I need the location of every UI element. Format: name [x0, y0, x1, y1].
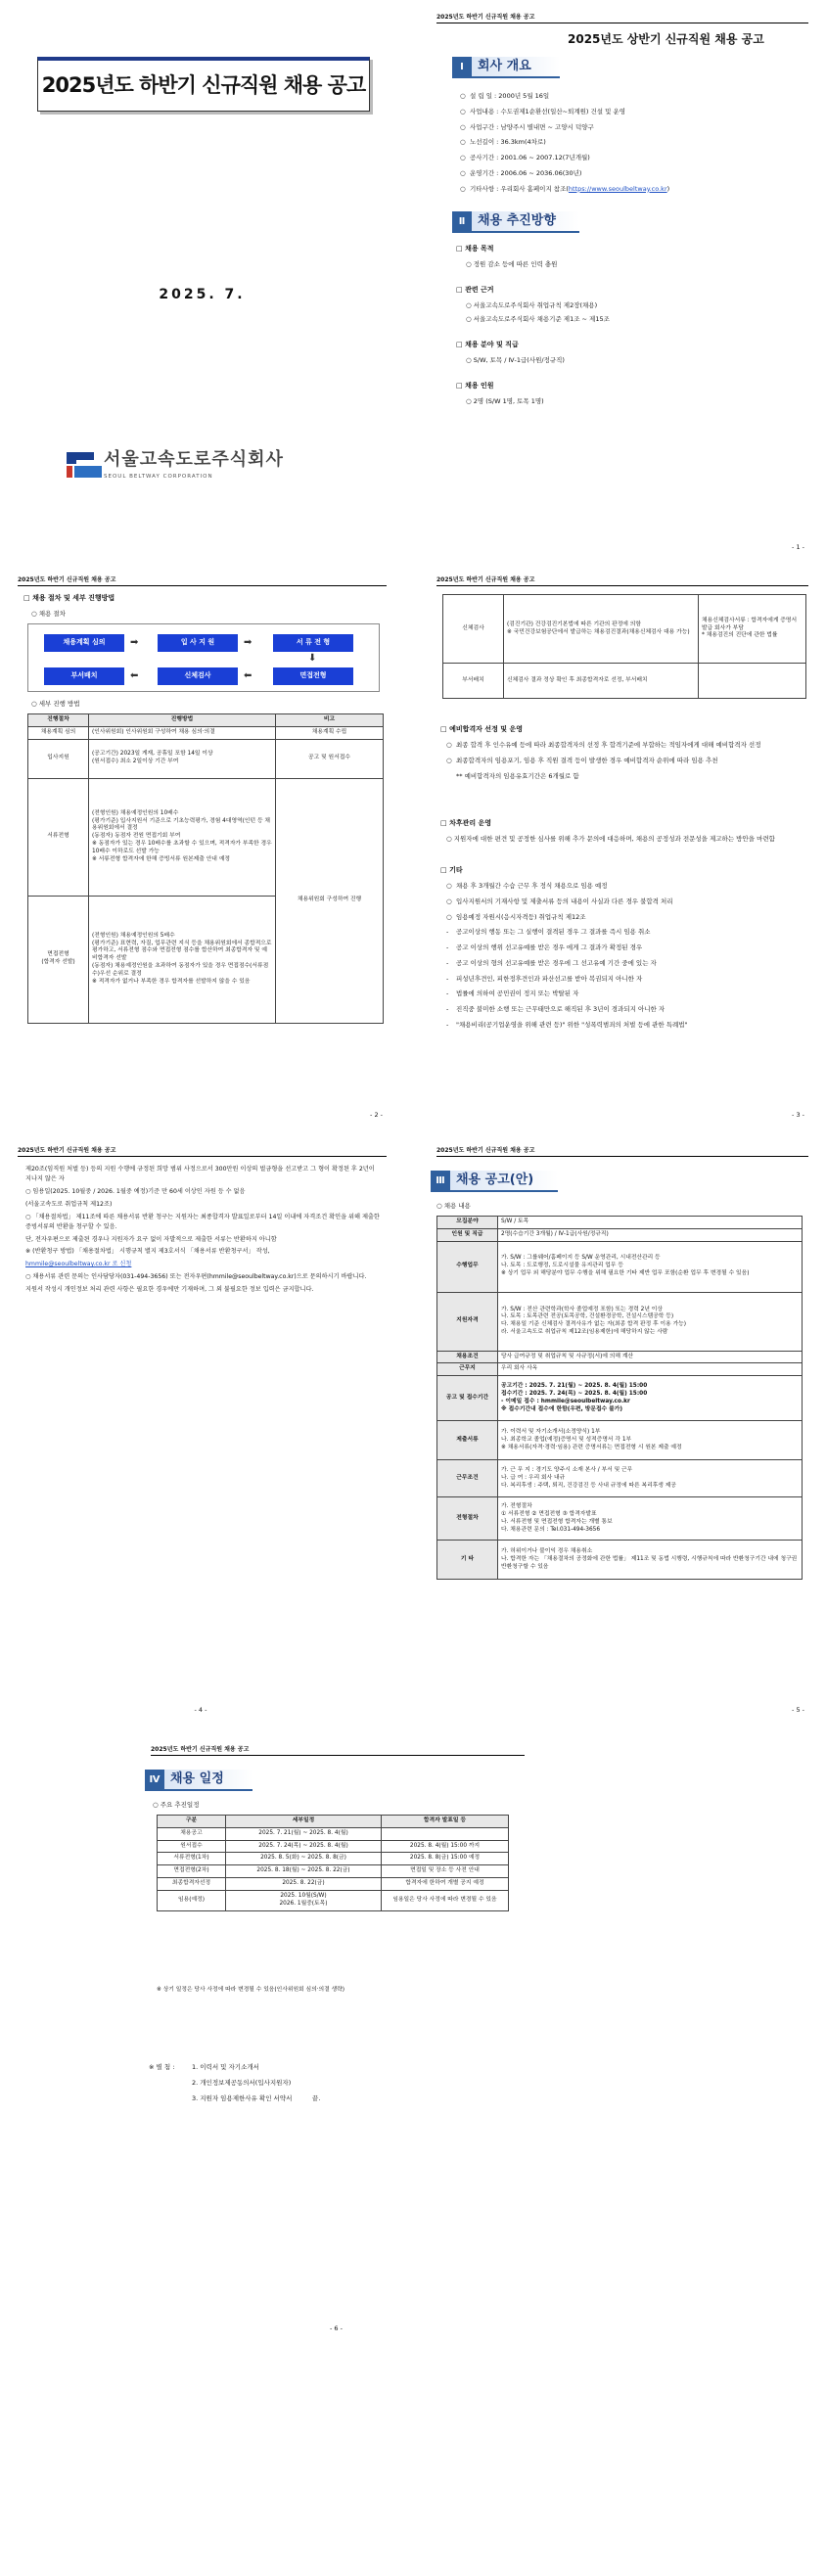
- flow-step: 서 류 전 형: [273, 634, 353, 652]
- list-item: ○ 채용 후 3개월간 수습 근무 후 정식 채용으로 임용 예정: [446, 882, 608, 890]
- section-title: 채용 일정: [164, 1770, 252, 1791]
- page-3: [4, 573, 400, 1126]
- page-number: - 5 -: [792, 1706, 804, 1715]
- flow-step: 신체검사: [158, 667, 238, 685]
- page-6: [423, 1143, 822, 1721]
- list-item: ** 예비합격자의 임용유효기간은 6개월로 함: [456, 771, 579, 780]
- list-item: ○ 공사기간 : 2001.06 ~ 2007.12(7년개월): [460, 154, 590, 162]
- table-row: 근무지 우리 회사 사옥: [437, 1363, 803, 1376]
- section-title: 채용 추진방향: [472, 211, 579, 233]
- field-heading: □ 채용 분야 및 직급: [456, 341, 519, 348]
- table-row: 제출서류 가. 이력서 및 자기소개서(소정양식) 1부 나. 최종학교 졸업(예정)증명서 및 성적증명서 각 1부 ※ 채용서류(자격·경력·임용) 관련 증명서류는 면접전형 시 원본 제출 예정: [437, 1421, 803, 1460]
- list-item: - "채용비리(공기업운영을 위해 관련 등)" 위한 "성폭력범죄의 처벌 등에 관한 특례법": [446, 1020, 688, 1029]
- count-heading: □ 채용 인원: [456, 382, 494, 390]
- page-header: [18, 576, 387, 586]
- cover-date: 2025. 7.: [159, 287, 246, 302]
- table-row: 입사지원 (공고기간) 2023일 게재, 공휴일 포함 14일 이상 (원서접수) 최소 2일이상 기간 부여 공고 및 원서접수: [28, 739, 384, 778]
- table-header: 진행방법: [89, 714, 276, 727]
- logo-text: [104, 448, 284, 482]
- page-header: [436, 1147, 808, 1157]
- arrow-left-icon: ⬅: [244, 670, 252, 681]
- list-item: ○ 최종 합격 후 인수유예 등에 따라 최종합격자의 선정 후 합격기준에 부합하는 적임자에게 대해 예비합격자 선정: [446, 741, 761, 749]
- list-item: - 공고 이상의 행위 선고유예를 받은 경우 에게 그 결과가 확정된 경우: [446, 943, 643, 952]
- list-item: ○ 최종합격자의 임용포기, 임용 후 직원 결격 등이 발생한 경우 예비합격자 순위에 따라 임용 추천: [446, 756, 718, 764]
- paragraph: ○ 「채용절차법」 제11조에 따른 채용서류 반환 청구는 지원자는 최종합격자 발표일로부터 14일 이내에 자격조건 확인을 위해 제출한 증빙서류의 반환을 청구할 수 있음.: [25, 1213, 380, 1230]
- flow-step: 입 사 지 원: [158, 634, 238, 652]
- logo-mark-icon: [65, 448, 104, 482]
- table-row: 채용조건 당사 급여규정 및 취업규칙 및 사규정(서)에 의해 계산: [437, 1351, 803, 1363]
- page-number: - 3 -: [792, 1111, 804, 1120]
- header-text: 2025년도 하반기 신규직원 채용 공고: [18, 576, 116, 583]
- paragraph: 지원서 작성시 개인정보 처리 관련 사항은 필요한 경우에만 기재하며, 그 외 불필요한 정보 입력은 금지합니다.: [25, 1286, 314, 1294]
- table-row: 부서배치 신체검사 결과 정상 확인 후 최종합격자로 선정, 부서배치: [443, 664, 806, 699]
- paragraph: 제20조(임직원 처벌 등) 등의 지원 수행에 규정된 희망 범위 사정으로서 300만원 이상의 벌금형을 선고받고 그 형이 확정된 후 2년이 지나지 않은 자: [25, 1166, 375, 1182]
- list-item: ○ 운영기간 : 2006.06 ~ 2036.06(30년): [460, 168, 582, 177]
- fair-text: ○ 지원자에 대한 편견 및 공정한 심사를 위해 추가 문의에 대응하며, 채용의 공정성과 전문성을 제고하는 방안을 마련함: [446, 835, 775, 843]
- table-row: 채용계획 심의 (인사위원회) 인사위원회 구성하여 채용 심의·의결 채용계획 수립: [28, 726, 384, 739]
- purpose-heading: □ 채용 목적: [456, 245, 494, 253]
- procedure-sub: ○ 채용 절차: [31, 610, 66, 618]
- section-3-heading: [431, 1171, 558, 1192]
- page-header: [436, 576, 808, 586]
- list-item: - 피성년후견인, 피한정후견인과 파산선고를 받아 복권되지 아니한 자: [446, 974, 643, 983]
- list-item: - 법률에 의하여 공민권이 정지 또는 박탈된 자: [446, 989, 579, 998]
- announcement-table: [436, 1216, 803, 1580]
- arrow-left-icon: ⬅: [130, 670, 139, 681]
- fair-heading: □ 차후관리 운영: [440, 819, 492, 827]
- attachment-item: 3. 지원자 임용제한사유 확인 서약서 끝.: [192, 2094, 321, 2102]
- page-number: - 2 -: [370, 1111, 383, 1120]
- page-5: [4, 1143, 400, 1721]
- page-header: [18, 1147, 387, 1157]
- logo-english: SEOUL BELTWAY CORPORATION: [104, 474, 213, 481]
- section-number: Ⅱ: [452, 211, 472, 233]
- page-title: 2025년도 상반기 신규직원 채용 공고: [568, 32, 764, 46]
- list-item: ○ 설 립 일 : 2000년 5월 16일: [460, 92, 550, 100]
- method-table: [27, 713, 384, 1024]
- list-item: ○ 임용예정 자원시(응시자격등) 취업규칙 제12조: [446, 912, 586, 921]
- logo-korean: 서울고속도로주식회사: [104, 449, 284, 471]
- section-number: Ⅳ: [145, 1770, 164, 1791]
- header-text: 2025년도 하반기 신규직원 채용 공고: [151, 1746, 250, 1753]
- table-row: 모집분야 S/W / 토목: [437, 1217, 803, 1229]
- notice-text: [25, 1165, 382, 1298]
- announcement-sub: ○ 채용 내용: [436, 1202, 471, 1210]
- basis-item: ○ 서울고속도로주식회사 채용기준 제1조 ~ 제15조: [466, 315, 610, 323]
- arrow-right-icon: ➡: [130, 637, 139, 648]
- page-4: [423, 573, 822, 1126]
- section-1-heading: [452, 57, 560, 78]
- reserve-list: [446, 741, 804, 787]
- homepage-link[interactable]: https://www.seoulbeltway.co.kr: [568, 184, 667, 193]
- paragraph: 단, 전자우편으로 제출된 경우나 지원자가 요구 없이 자발적으로 제출한 서류는 반환하지 아니함: [25, 1235, 277, 1243]
- table-row: 원서접수 2025. 7. 24(목) ~ 2025. 8. 4(월) 2025. 8. 4(월) 15:00 까지: [158, 1840, 509, 1853]
- table-header: 세부일정: [226, 1816, 382, 1828]
- list-item: - 공고 이상의 형의 선고유예를 받은 경우에 그 선고유예 기간 중에 있는 자: [446, 958, 657, 967]
- table-header: 진행절차: [28, 714, 89, 727]
- page-number: - 4 -: [194, 1706, 207, 1715]
- table-row: 지원자격 가. S/W : 전산 관련학과(학사 졸업예정 포함) 또는 경력 2년 이상 나. 토목 : 토목관련 전공(토목공학, 건설환경공학, 건설시스템공학 등) 다. 채용일 기준 신체검사 결격사유가 없는 자(최종 합격 판정 후 이용 가능) 라. 서울고속도로 취업규칙 제12조(임용제한)에 해당하지 않는 사람: [437, 1292, 803, 1351]
- page-header: [151, 1746, 525, 1756]
- header-text: 2025년도 하반기 신규직원 채용 공고: [436, 1147, 535, 1154]
- table-row: 인원 및 직급 2명(수습기간 3개월) / Ⅳ-1급(사원/정규직): [437, 1228, 803, 1241]
- etc-heading: □ 기타: [440, 866, 463, 874]
- header-text: 2025년도 하반기 신규직원 채용 공고: [436, 14, 535, 21]
- table-header: 비고: [276, 714, 384, 727]
- page-number: - 1 -: [792, 543, 804, 552]
- list-item: ○ 입사지원서의 기재사항 및 제출서류 등의 내용이 사실과 다른 경우 불합격 처리: [446, 897, 673, 905]
- table-row: 신체검사 (검진기관) 건강검진기본법에 따른 기관의 판정에 의함 ※ 국민건강보험공단에서 발급하는 채용검진결과(채용신체검사 대용 가능) 채용신체검사서류 : 합격자에게 증명서 발급 회사가 부담 * 채용검진의 진단에 관한 법률: [443, 595, 806, 664]
- table-row: 면접전형(2차) 2025. 8. 18(월) ~ 2025. 8. 22(금) 면접일 및 장소 등 사전 안내: [158, 1865, 509, 1878]
- table-row: 임용(예정) 2025. 10월(S/W) 2026. 1월중(토목) 임용일은 당사 사정에 따라 변경될 수 있음: [158, 1890, 509, 1910]
- email-link[interactable]: hmmile@seoulbeltway.co.kr 로 신청: [25, 1261, 132, 1268]
- company-logo: [65, 448, 284, 482]
- table-row: 서류전형(1차) 2025. 8. 5(화) ~ 2025. 8. 8(금) 2025. 8. 8(금) 15:00 예정: [158, 1853, 509, 1865]
- reserve-heading: □ 예비합격자 선정 및 운영: [440, 725, 523, 733]
- paragraph: ※ (반환청구 방법) 「채용절차법」 시행규칙 별지 제3호서식 「채용서류 반환청구서」 작성,: [25, 1248, 270, 1256]
- overview-list: [460, 92, 803, 200]
- flow-step: 채용계획 심의: [44, 634, 124, 652]
- table-row: 기 타 가. 허위이거나 불이익 경우 채용취소 나. 합격한 자는 「채용절차의 공정화에 관한 법률」 제11조 및 동법 시행령, 시행규칙에 따라 반환청구기간 내에 청구권 반환청구할 수 있음: [437, 1541, 803, 1580]
- page-2: [423, 10, 822, 558]
- paragraph: ○ 채용서류 관련 문의는 인사담당자(031-494-3656) 또는 전자우편(hmmile@seoulbeltway.co.kr)으로 문의하시기 바랍니다.: [25, 1273, 367, 1281]
- count-text: ○ 2명 (S/W 1명, 토목 1명): [466, 397, 544, 405]
- field-text: ○ S/W, 토목 / Ⅳ-1급(사원/정규직): [466, 356, 565, 364]
- paragraph: (서울고속도로 취업규칙 제12조): [25, 1200, 113, 1208]
- schedule-table: [157, 1815, 509, 1911]
- list-item: ○ 사업내용 : 수도권제1순환선(일산~퇴계원) 건설 및 운영: [460, 107, 626, 115]
- header-text: 2025년도 하반기 신규직원 채용 공고: [18, 1147, 116, 1154]
- page-header: [436, 14, 808, 23]
- continued-table: [442, 594, 806, 699]
- list-item: - 진직중 불미한 소행 또는 근무태만으로 해직된 후 3년이 경과되지 아니한 자: [446, 1005, 665, 1014]
- header-text: 2025년도 하반기 신규직원 채용 공고: [436, 576, 535, 583]
- arrow-right-icon: ➡: [244, 637, 252, 648]
- table-header: 구분: [158, 1816, 226, 1828]
- table-row: 수행업무 가. S/W : 그룹웨어/홈페이지 등 S/W 운영관리, 시내전산관리 등 나. 토목 : 도로행정, 도로시설물 유지관리 업무 등 ※ 상기 업무 외 해당분야 업무 수행을 위해 필요한 기타 제반 업무 포함(순환 업무 후 변경될 수 있음): [437, 1241, 803, 1292]
- etc-list: [446, 882, 804, 1036]
- attachment-item: 2. 개인정보제공동의서(입사지원자): [192, 2079, 292, 2087]
- table-row: 전형절차 가. 전형절차 ① 서류전형 ② 면접전형 ③ 합격자발표 나. 서류전형 및 면접전형 합격자는 개별 통보 다. 채용관련 문의 : Tel.031-494-3656: [437, 1497, 803, 1541]
- flow-step: 면접전형: [273, 667, 353, 685]
- table-header: 합격자 발표일 등: [382, 1816, 509, 1828]
- table-row: 서류전형 (전형인원) 채용예정인원의 10배수 (평가기준) 입사지원서 기준으로 기초능력평가, 경험 4대영역(인턴 등 채용위원회에서 결정 (동점자) 동점자 전원 면접기회 부여 ※ 동점자가 있는 경우 10배수를 초과할 수 있으며, 적격자가 부족한 경우 10배수 이하로도 선발 가능 ※ 서류전형 합격자에 한해 증빙서류 원본제출 안내 예정 채용위원회 구성하여 진행: [28, 778, 384, 896]
- basis-item: ○ 서울고속도로주식회사 취업규칙 제2장(채용): [466, 301, 598, 309]
- attachment-label: ※ 별 첨 :: [149, 2063, 175, 2071]
- attachment-item: 1. 이력서 및 자기소개서: [192, 2063, 259, 2071]
- section-title: 채용 공고(안): [450, 1171, 558, 1192]
- section-2-heading: [452, 211, 579, 233]
- page-number: - 6 -: [330, 2324, 343, 2333]
- section-title: 회사 개요: [472, 57, 560, 78]
- flow-step: 부서배치: [44, 667, 124, 685]
- list-item: ○ 노선길이 : 36.3km(4차로): [460, 138, 546, 147]
- table-row: 근무조건 가. 근 무 지 : 경기도 양주시 소재 본사 / 부서 및 근무 나. 급 여 : 우리 회사 내규 다. 복리후생 : 주택, 퇴직, 건강검진 등 사내 규정에 따른 복리후생 제공: [437, 1460, 803, 1497]
- schedule-note: ※ 상기 일정은 당사 사정에 따라 변경될 수 있음(인사위원회 심의·의결 생략): [157, 1987, 345, 1993]
- list-item: - 공고이상의 행동 또는 그 실행이 결격된 경우 그 결과를 즉시 임용 취소: [446, 928, 651, 937]
- section-4-heading: [145, 1770, 252, 1791]
- section-number: Ⅲ: [431, 1171, 450, 1192]
- arrow-down-icon: ⬇: [308, 653, 317, 664]
- basis-heading: □ 관련 근거: [456, 286, 494, 294]
- page-7: [137, 1742, 538, 2339]
- page-cover: [4, 10, 400, 558]
- process-flow: [27, 623, 380, 692]
- procedure-heading: □ 채용 절차 및 세부 진행방법: [23, 594, 115, 602]
- list-item: ○ 기타사항 : 우리회사 홈페이지 참조(https://www.seoulbeltway.co.kr): [460, 184, 670, 193]
- table-row: 채용공고 2025. 7. 21(월) ~ 2025. 8. 4(월): [158, 1827, 509, 1840]
- schedule-sub: ○ 주요 추진일정: [153, 1801, 200, 1809]
- cover-title: 2025년도 하반기 신규직원 채용 공고: [37, 57, 370, 112]
- table-row: 면접전형 (합격자 선발) (전형인원) 채용예정인원의 5배수 (평가기준) 표현력, 자질, 업무관련 지식 등을 채용위원회에서 종합적으로 평가하고, 서류전형 점수와 면접전형 점수를 합산하여 최종합격자 및 예비합격자 선발 (동점자) 채용예정인원을 초과하여 동점자가 있을 경우 면접점수(서류점수)우선 순위로 결정 ※ 적격자가 없거나 부족한 경우 합격자를 선발하지 않을 수 있음: [28, 896, 384, 1023]
- table-row: 공고 및 접수기간 공고기간 : 2025. 7. 21(월) ~ 2025. 8. 4(월) 15:00 접수기간 : 2025. 7. 24(목) ~ 2025. 8. 4(월) 15:00 - 이메일 접수 : hmmile@seoulbeltway.co.kr ※ 접수기간내 접수에 한함(우편, 방문접수 불가): [437, 1376, 803, 1421]
- section-number: Ⅰ: [452, 57, 472, 78]
- method-sub: ○ 세부 진행 방법: [31, 700, 80, 708]
- purpose-text: ○ 정원 감소 등에 따른 인력 충원: [466, 260, 558, 268]
- table-row: 최종합격자선정 2025. 8. 22(금) 합격자에 한하여 개별 공지 예정: [158, 1878, 509, 1891]
- paragraph: ○ 임용일(2025. 10월중 / 2026. 1월중 예정)기준 만 60세 이상인 자원 등 수 없음: [25, 1187, 246, 1195]
- list-item: ○ 사업구간 : 남양주시 별내면 ~ 고양시 덕양구: [460, 122, 594, 131]
